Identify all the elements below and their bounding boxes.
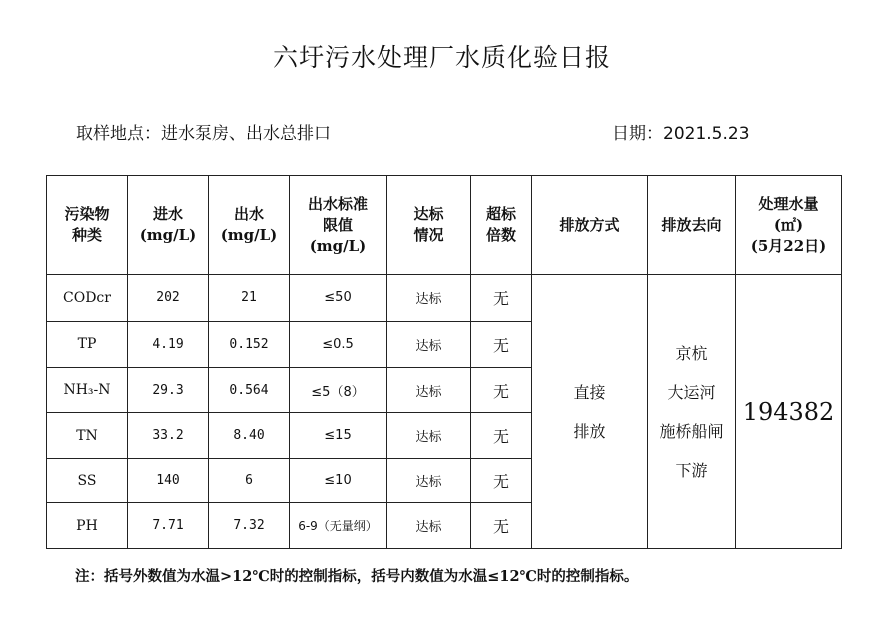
inflow-value: 4.19 [128,321,209,368]
limit-value: 6-9（无量纲） [290,503,387,549]
exceed-value: 无 [471,368,532,413]
inflow-value: 33.2 [128,413,209,458]
status-value: 达标 [387,503,471,549]
header-limit: 出水标准 限值 (mg/L) [290,176,387,275]
sampling-location: 取样地点：进水泵房、出水总排口 [76,124,331,144]
discharge-dest-value: 京杭 大运河 施桥船闸 下游 [648,275,736,549]
status-value: 达标 [387,413,471,458]
outflow-value: 6 [209,458,290,502]
header-outflow: 出水 (mg/L) [209,176,290,275]
limit-value: ≤50 [290,275,387,322]
outflow-value: 8.40 [209,413,290,458]
outflow-value: 0.564 [209,368,290,413]
limit-value: ≤0.5 [290,321,387,368]
inflow-value: 7.71 [128,503,209,549]
header-exceed: 超标 倍数 [471,176,532,275]
header-pollutant: 污染物 种类 [47,176,128,275]
outflow-value: 7.32 [209,503,290,549]
header-volume: 处理水量 (㎡) (5月22日) [736,176,842,275]
inflow-value: 29.3 [128,368,209,413]
exceed-value: 无 [471,321,532,368]
exceed-value: 无 [471,275,532,322]
exceed-value: 无 [471,458,532,502]
outflow-value: 0.152 [209,321,290,368]
discharge-method-value: 直接 排放 [532,275,648,549]
status-value: 达标 [387,275,471,322]
pollutant-name: TN [47,413,128,458]
status-value: 达标 [387,368,471,413]
status-value: 达标 [387,458,471,502]
header-discharge-dest: 排放去向 [648,176,736,275]
report-title: 六圩污水处理厂水质化验日报 [272,43,611,72]
pollutant-name: TP [47,321,128,368]
exceed-value: 无 [471,503,532,549]
treated-volume-value: 194382 [736,275,842,549]
header-row [47,176,842,275]
footnote: 注：括号外数值为水温>12℃时的控制指标，括号内数值为水温≤12℃时的控制指标。 [75,568,639,585]
water-quality-table [46,175,842,549]
exceed-value: 无 [471,413,532,458]
status-value: 达标 [387,321,471,368]
limit-value: ≤10 [290,458,387,502]
pollutant-name: SS [47,458,128,502]
limit-value: ≤5（8） [290,368,387,413]
header-status: 达标 情况 [387,176,471,275]
header-discharge-method: 排放方式 [532,176,648,275]
pollutant-name: CODcr [47,275,128,322]
pollutant-name: NH₃-N [47,368,128,413]
inflow-value: 202 [128,275,209,322]
pollutant-name: PH [47,503,128,549]
header-inflow: 进水 (mg/L) [128,176,209,275]
outflow-value: 21 [209,275,290,322]
limit-value: ≤15 [290,413,387,458]
inflow-value: 140 [128,458,209,502]
table-row [47,275,842,322]
report-date: 日期：2021.5.23 [612,124,750,144]
